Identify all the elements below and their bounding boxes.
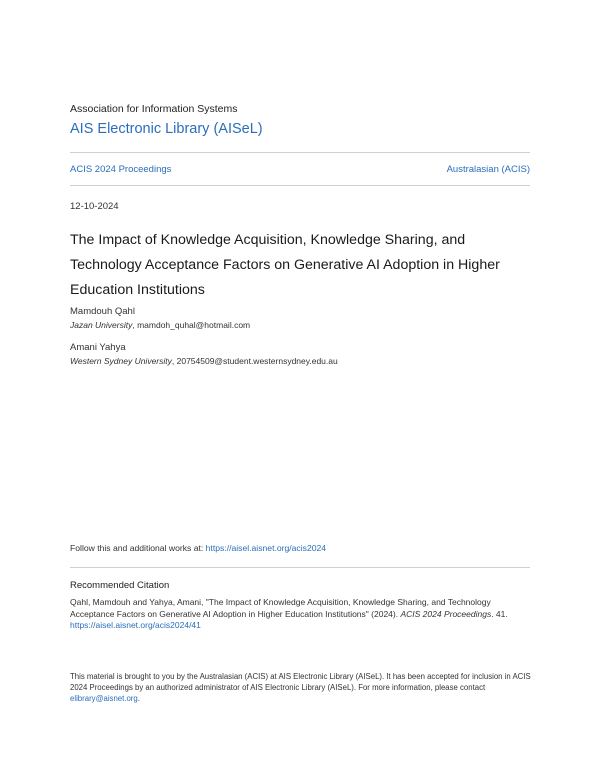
divider-top [70,152,530,153]
footer-text: This material is brought to you by the Australasian (ACIS) at AIS Electronic Library (AISeL). It has been accepted for inclusion in ACIS 2024 Proceedings by an authorized administrator of AIS Electronic Library (AISeL). For more information, please contact [70,672,531,693]
citation-number: . 41. [491,608,508,619]
affiliation-name: Jazan University [70,320,133,330]
divider-bottom [70,185,530,186]
citation-journal: ACIS 2024 Proceedings [400,608,492,619]
library-link[interactable]: AIS Electronic Library (AISeL) [70,121,263,137]
author-email: , 20754509@student.westernsydney.edu.au [171,356,338,366]
author-name: Mamdouh Qahl [70,306,135,317]
collection-link[interactable]: Australasian (ACIS) [446,164,530,175]
citation-text: Qahl, Mamdouh and Yahya, Amani, "The Impact of Knowledge Acquisition, Knowledge Sharing, and Technology Acceptance Factors on Generative AI Adoption in Higher Education Institutions" (2024). [70,597,491,619]
follow-text: Follow this and additional works at: [70,543,206,553]
citation-heading: Recommended Citation [70,580,170,591]
citation-block [70,597,532,632]
affiliation-name: Western Sydney University [70,356,172,366]
follow-line [70,543,326,553]
author-email: , mamdoh_quhal@hotmail.com [132,320,251,330]
breadcrumb [70,164,530,175]
author-name: Amani Yahya [70,342,126,353]
footer-note [70,671,532,705]
publication-date: 12-10-2024 [70,201,119,212]
divider-citation [70,567,530,568]
contact-email-link[interactable]: elibrary@aisnet.org [70,694,138,704]
author-affiliation [70,356,338,366]
proceedings-link[interactable]: ACIS 2024 Proceedings [70,164,172,175]
citation-link[interactable]: https://aisel.aisnet.org/acis2024/41 [70,620,201,631]
follow-link[interactable]: https://aisel.aisnet.org/acis2024 [205,543,327,553]
paper-title: The Impact of Knowledge Acquisition, Knowledge Sharing, and Technology Acceptance Factors on Generative AI Adoption in Higher Education Institutions [70,232,500,298]
footer-end: . [137,694,140,704]
organization-name: Association for Information Systems [70,103,238,115]
author-affiliation [70,320,250,330]
